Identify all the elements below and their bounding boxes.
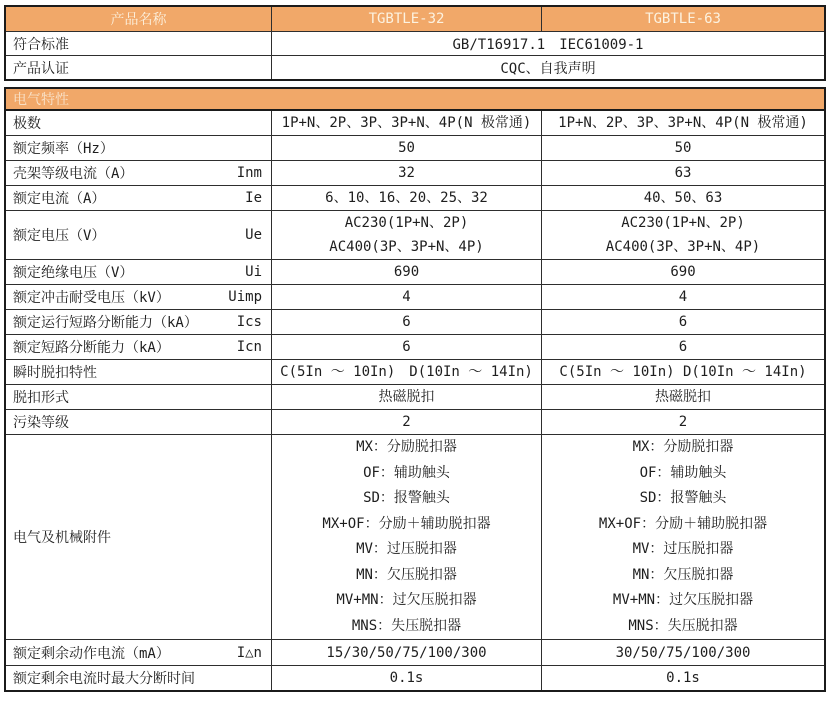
value-model2: 热磁脱扣 xyxy=(655,389,711,405)
accessory-item: SD：报警触头 xyxy=(639,490,727,506)
value-model2: 2 xyxy=(678,414,688,430)
value-model1: 4 xyxy=(402,289,411,305)
accessory-item: MNS：失压脱扣器 xyxy=(628,617,738,634)
value-model2: 6 xyxy=(678,339,688,355)
value-model2: 40、50、63 xyxy=(643,190,723,206)
row-symbol: Ie xyxy=(245,190,262,206)
table-row-poles xyxy=(6,111,824,135)
table-row-max-breaking-time xyxy=(6,665,824,690)
value-model2: AC400(3P、3P+N、4P) xyxy=(605,239,761,255)
row-label: 额定绝缘电压（V） xyxy=(13,265,134,281)
row-label: 壳架等级电流（A） xyxy=(13,166,134,182)
table-row-frequency xyxy=(6,135,824,160)
value-model1: 15/30/50/75/100/300 xyxy=(326,644,487,661)
accessory-item: OF：辅助触头 xyxy=(363,464,450,481)
table-row-standards xyxy=(6,31,824,55)
value-model2: 0.1s xyxy=(666,670,700,686)
value-model1: 6、10、16、20、25、32 xyxy=(325,190,488,206)
row-label: 极数 xyxy=(13,116,41,132)
accessory-item: OF：辅助触头 xyxy=(639,464,727,481)
product-info-table xyxy=(4,5,826,81)
value-model1: 690 xyxy=(393,264,420,280)
accessory-item: MN：欠压脱扣器 xyxy=(632,566,734,583)
row-value: CQC、自我声明 xyxy=(500,60,596,77)
row-label: 符合标准 xyxy=(6,32,272,55)
electrical-spec-table xyxy=(4,109,826,692)
value-model2: AC230(1P+N、2P) xyxy=(621,215,745,231)
accessory-item: MNS：失压脱扣器 xyxy=(351,617,462,634)
accessory-item: MV：过压脱扣器 xyxy=(356,541,457,557)
value-model2: 1P+N、2P、3P、3P+N、4P(N 极常通) xyxy=(558,115,808,131)
row-symbol: Ics xyxy=(236,314,262,330)
value-model1: 2 xyxy=(402,414,411,430)
row-label: 额定剩余电流时最大分断时间 xyxy=(13,671,195,687)
accessory-item: MX：分励脱扣器 xyxy=(632,439,734,455)
accessory-item: MV+MN：过欠压脱扣器 xyxy=(612,592,754,608)
row-value: GB/T16917.1 IEC61009-1 xyxy=(452,36,644,53)
row-label: 额定运行短路分断能力（kA） xyxy=(13,315,198,331)
table-row-ultimate-breaking-capacity xyxy=(6,334,824,359)
value-model1: 热磁脱扣 xyxy=(378,389,435,405)
header-product-name: 产品名称 xyxy=(6,7,272,31)
table-row-frame-current xyxy=(6,160,824,185)
accessory-item: MV+MN：过欠压脱扣器 xyxy=(336,592,477,608)
accessory-item: MX：分励脱扣器 xyxy=(356,439,457,455)
section-header-electrical: 电气特性 xyxy=(4,87,826,109)
table-row-accessories xyxy=(6,434,824,639)
table-row-rated-current xyxy=(6,185,824,210)
value-model1: AC230(1P+N、2P) xyxy=(344,215,469,231)
value-model1: 32 xyxy=(398,165,415,181)
row-label: 额定冲击耐受电压（kV） xyxy=(13,290,170,306)
row-symbol: Ue xyxy=(245,227,262,243)
table-row-insulation-voltage xyxy=(6,259,824,284)
row-label: 额定短路分断能力（kA） xyxy=(13,340,170,356)
row-symbol: Ui xyxy=(245,264,262,280)
row-label: 瞬时脱扣特性 xyxy=(13,365,97,381)
accessory-item: MX+OF：分励＋辅助脱扣器 xyxy=(322,515,491,532)
accessory-item: MV：过压脱扣器 xyxy=(632,541,734,557)
value-model1: 1P+N、2P、3P、3P+N、4P(N 极常通) xyxy=(281,115,532,131)
value-model2: 30/50/75/100/300 xyxy=(615,644,751,661)
table-row-residual-current xyxy=(6,639,824,665)
table-row-certification xyxy=(6,55,824,79)
row-label: 额定剩余动作电流（mA） xyxy=(13,645,170,662)
table-row-trip-type xyxy=(6,384,824,409)
row-label: 产品认证 xyxy=(6,56,272,79)
value-model1: 6 xyxy=(402,314,411,330)
table-row-pollution-degree xyxy=(6,409,824,434)
header-model-2: TGBTLE-63 xyxy=(645,11,721,27)
table-row-impulse-voltage xyxy=(6,284,824,309)
row-label: 额定电流（A） xyxy=(13,191,106,207)
table-header-row xyxy=(6,7,824,31)
row-symbol: Uimp xyxy=(228,289,262,305)
accessory-item: SD：报警触头 xyxy=(363,490,450,506)
table-row-rated-voltage xyxy=(6,210,824,259)
accessory-item: MN：欠压脱扣器 xyxy=(356,566,457,583)
row-label: 脱扣形式 xyxy=(13,390,69,406)
header-model-1: TGBTLE-32 xyxy=(272,7,542,31)
row-symbol: I△n xyxy=(236,644,262,661)
value-model1: 6 xyxy=(402,339,411,355)
accessory-item: MX+OF：分励＋辅助脱扣器 xyxy=(598,515,768,532)
table-row-instantaneous-trip xyxy=(6,359,824,384)
value-model1: 0.1s xyxy=(389,670,424,686)
value-model2: 690 xyxy=(670,264,696,280)
row-symbol: Icn xyxy=(236,339,262,355)
value-model2: 63 xyxy=(674,165,692,181)
row-symbol: Inm xyxy=(236,165,262,181)
value-model2: 50 xyxy=(674,140,692,156)
row-label: 污染等级 xyxy=(13,415,69,431)
value-model1: AC400(3P、3P+N、4P) xyxy=(329,239,484,255)
value-model2: 4 xyxy=(678,289,688,305)
value-model2: C(5In ～ 10In) D(10In ～ 14In) xyxy=(559,364,807,380)
value-model1: 50 xyxy=(398,140,415,156)
value-model1: C(5In ～ 10In) D(10In ～ 14In) xyxy=(280,364,533,380)
row-label: 额定电压（V） xyxy=(13,228,106,244)
row-label: 额定频率（Hz） xyxy=(13,141,114,157)
row-label: 电气及机械附件 xyxy=(13,530,111,546)
table-row-service-breaking-capacity xyxy=(6,309,824,334)
value-model2: 6 xyxy=(678,314,688,330)
